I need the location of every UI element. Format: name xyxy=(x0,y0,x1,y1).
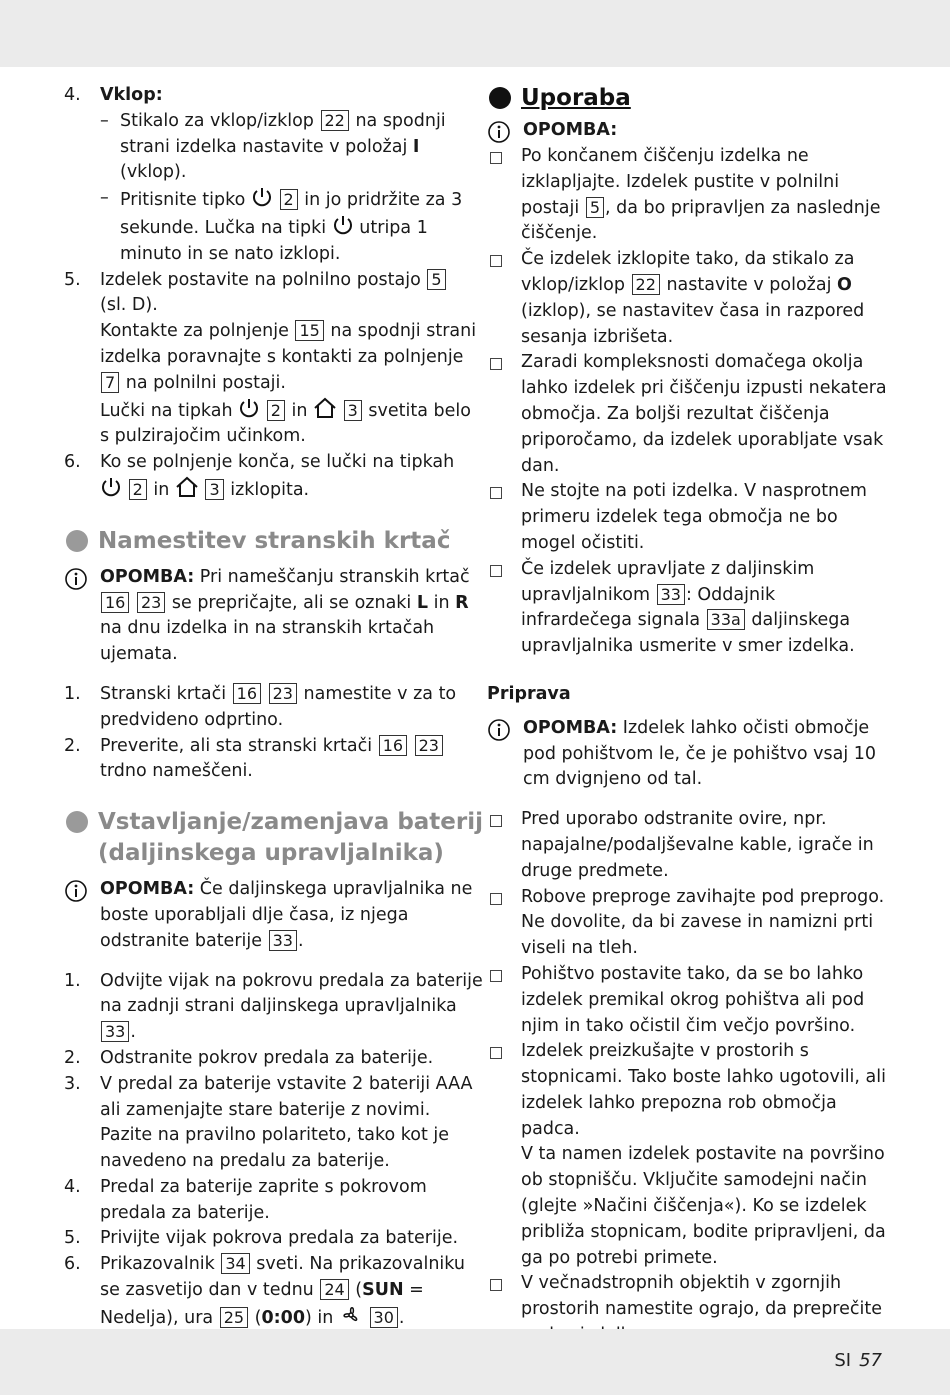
ref-box: 2 xyxy=(267,400,285,421)
list-item: Po končanem čiščenju izdelka ne izklapljajte. Izdelek pustite v polnilni postaji 5 , da bo pripravljen za naslednje čiščenje. xyxy=(487,144,887,247)
checkbox-square xyxy=(490,565,502,577)
ref-box: 25 xyxy=(220,1307,248,1328)
list-item: 6. Ko se polnjenje konča, se lučki na tipkah 2 in 3 izklopita. xyxy=(64,452,455,500)
item-number: 4. xyxy=(64,85,81,105)
bullet-dot xyxy=(66,530,88,552)
ref-box: 3 xyxy=(344,400,362,421)
note: OPOMBA: Izdelek lahko očisti območje pod pohištvom le, če je pohištvo vsaj 10 cm dvignjeno od tal. xyxy=(487,716,887,793)
note: OPOMBA: Pri nameščanju stranskih krtač 16 23 se prepričajte, ali se oznaki L in R na dnu izdelka in na stranskih krtačah ujemata. xyxy=(64,565,484,668)
list-item: 2. Odstranite pokrov predala za baterije. xyxy=(64,1047,434,1068)
subheading: Priprava xyxy=(487,683,571,704)
power-icon xyxy=(251,186,273,208)
section-heading xyxy=(64,807,484,869)
info-icon xyxy=(64,567,88,591)
list-item: Ne stojte na poti izdelka. V nasprotnem primeru izdelek tega območja ne bo mogel očistiti. xyxy=(487,479,887,556)
checkbox-square xyxy=(490,152,502,164)
ref-box: 22 xyxy=(632,274,660,295)
power-icon xyxy=(238,397,260,419)
language-code: SI xyxy=(834,1350,852,1371)
list-item: Pred uporabo odstranite ovire, npr. napajalne/podaljševalne kable, igrače in druge predmete. xyxy=(487,807,887,884)
home-icon xyxy=(175,476,199,498)
ref-box: 34 xyxy=(221,1253,249,1274)
list-item: Če izdelek upravljate z daljinskim upravljalnikom 33 : Oddajnik infrardečega signala 33a daljinskega upravljalnika usmerite v smer izdelka. xyxy=(487,557,887,660)
ref-box: 24 xyxy=(320,1279,348,1300)
list-item: 6. Prikazovalnik 34 sveti. Na prikazovalniku se zasvetijo dan v tednu 24 (SUN = Nedelja), ura 25 (0:00) in 30 . xyxy=(64,1254,465,1328)
checkbox-square xyxy=(490,487,502,499)
list-item: Pohištvo postavite tako, da se bo lahko izdelek premikal okrog pohištva ali pod njim in tako očistil čim večjo površino. xyxy=(487,962,887,1039)
ref-box: 7 xyxy=(101,372,119,393)
note: OPOMBA: xyxy=(487,118,887,144)
list-item: Robove preproge zavihajte pod preprogo. Ne dovolite, da bi zavese in namizni prti viseli na tleh. xyxy=(487,885,887,962)
ref-box: 5 xyxy=(427,269,445,290)
checkbox-square xyxy=(490,815,502,827)
item-title: Vklop: xyxy=(100,85,163,105)
header-band xyxy=(0,0,950,67)
checkbox-square xyxy=(490,358,502,370)
list-item: 2. Preverite, ali sta stranski krtači 16 23 trdno nameščeni. xyxy=(64,734,484,786)
note: OPOMBA: Če daljinskega upravljalnika ne boste uporabljali dlje časa, iz njega odstranite baterije 33 . xyxy=(64,877,484,954)
ref-box: 16 xyxy=(101,592,129,613)
ref-box: 23 xyxy=(415,735,443,756)
list-item: Če izdelek izklopite tako, da stikalo za vklop/izklop 22 nastavite v položaj O (izklop), se nastavitev časa in razpored sesanja izbrišeta. xyxy=(487,247,887,350)
bullet-dot xyxy=(66,811,88,833)
info-icon xyxy=(64,879,88,903)
checkbox-square xyxy=(490,1279,502,1291)
section-heading xyxy=(487,83,887,114)
checkbox-square xyxy=(490,255,502,267)
right-column xyxy=(487,83,887,1349)
ref-box: 22 xyxy=(321,110,349,131)
list-item: 1. Stranski krtači 16 23 namestite v za to predvideno odprtino. xyxy=(64,683,457,730)
list-item: 5. Izdelek postavite na polnilno postajo 5 (sl. D). Kontakte za polnjenje 15 na spodnji strani izdelka poravnajte s kontakti za polnjenje 7 na polnilni postaji. Lučki na tipkah 2 in 3 svetita belo s pulzirajočim učinkom. xyxy=(64,269,477,447)
section-title: Vstavljanje/zamenjava baterij (daljinskega upravljalnika) xyxy=(98,809,484,867)
dash-item: – Stikalo za vklop/izklop 22 na spodnji strani izdelka nastavite v položaj I (vklop). xyxy=(100,110,446,183)
bullet-dot xyxy=(489,87,511,109)
section-title: Namestitev stranskih krtač xyxy=(98,527,451,554)
footer-band xyxy=(0,1329,950,1395)
ref-box: 23 xyxy=(137,592,165,613)
info-icon xyxy=(487,120,511,144)
list-item: V večnadstropnih objektih v zgornjih prostorih namestite ograjo, da preprečite xyxy=(487,1271,887,1348)
power-icon xyxy=(332,214,354,236)
list-item: Izdelek preizkušajte v prostorih s stopnicami. Tako boste lahko ugotovili, ali izdelek lahko prepozna rob območja padca. V ta namen izdelek postavite na površino ob stopnišču. Vključite samodejni način (glejte »Načini čiščenja«). Ko se izdelek približa stopnicam, bodite pripravljeni, da ga po potrebi primete. xyxy=(487,1039,887,1271)
home-icon xyxy=(313,397,337,419)
ref-box: 5 xyxy=(586,197,604,218)
list-item: Zaradi kompleksnosti domačega okolja lahko izdelek pri čiščenju izpusti nekatera območja. Za boljši rezultat čiščenja priporočamo, da izdelek uporabljate vsak dan. xyxy=(487,350,887,479)
fan-icon xyxy=(339,1304,363,1326)
power-icon xyxy=(100,476,122,498)
ref-box: 15 xyxy=(295,320,323,341)
list-item: 3. V predal za baterije vstavite 2 bateriji AAA ali zamenjajte stare baterije z novimi. Pazite na pravilno polariteto, tako kot je navedeno na predalu za baterije. xyxy=(64,1073,473,1172)
ref-box: 33 xyxy=(101,1021,129,1042)
checkbox-square xyxy=(490,1047,502,1059)
list-item: 5. Privijte vijak pokrova predala za baterije. xyxy=(64,1228,459,1249)
ref-box: 3 xyxy=(205,479,223,500)
left-column xyxy=(64,83,484,1332)
dash-item: – Pritisnite tipko 2 in jo pridržite za 3 sekunde. Lučka na tipki utripa 1 minuto in se nato izklopi. xyxy=(100,188,463,264)
list-item xyxy=(64,83,484,268)
ref-box: 30 xyxy=(370,1307,398,1328)
page-footer xyxy=(834,1350,882,1371)
section-title: Uporaba xyxy=(521,85,631,111)
section-heading xyxy=(64,526,484,557)
page-number: 57 xyxy=(859,1350,882,1371)
ref-box: 16 xyxy=(233,683,261,704)
checkbox-square xyxy=(490,970,502,982)
ref-box: 16 xyxy=(379,735,407,756)
ref-box: 33 xyxy=(657,584,685,605)
list-item: 4. Predal za baterije zaprite s pokrovom predala za baterije. xyxy=(64,1176,427,1223)
ref-box: 2 xyxy=(129,479,147,500)
info-icon xyxy=(487,718,511,742)
list-item: 1. Odvijte vijak na pokrovu predala za baterije na zadnji strani daljinskega upravljalnika 33 . xyxy=(64,970,483,1043)
ref-box: 23 xyxy=(269,683,297,704)
checkbox-square xyxy=(490,893,502,905)
ref-box: 33a xyxy=(707,609,745,630)
ref-box: 2 xyxy=(280,189,298,210)
ref-box: 33 xyxy=(269,930,297,951)
